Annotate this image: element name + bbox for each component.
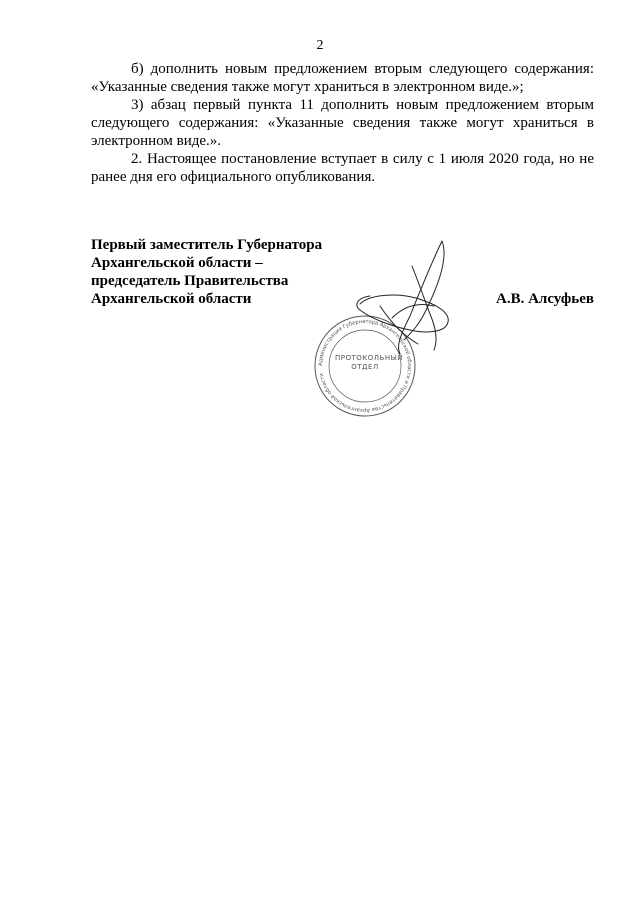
- signer-title-line: председатель Правительства: [91, 273, 289, 289]
- signer-title-line: Архангельской области –: [91, 255, 263, 271]
- page-number: 2: [316, 38, 324, 53]
- signature-and-stamp: [300, 236, 480, 446]
- body-text: [91, 60, 594, 186]
- signer-title-line: Архангельской области: [91, 291, 252, 307]
- paragraph-b: б) дополнить новым предложением вторым следующего содержания: «Указанные сведения также могут храниться в электронном виде.»;: [91, 61, 594, 95]
- paragraph-2: 2. Настоящее постановление вступает в силу с 1 июля 2020 года, но не ранее дня его официального опубликования.: [91, 151, 594, 185]
- paragraph-3: 3) абзац первый пункта 11 дополнить новым предложением вторым следующего содержания: «Указанные сведения также могут храниться в электронном виде.».: [91, 97, 594, 149]
- stamp-ring-text: Администрация Губернатора Архангельской области и Правительства Архангельской области: [317, 318, 413, 414]
- signer-name: А.В. Алсуфьев: [496, 291, 594, 307]
- handwritten-signature: [357, 241, 448, 354]
- signer-title-line: Первый заместитель Губернатора: [91, 237, 323, 253]
- stamp-center-text: ПРОТОКОЛЬНЫЙ ОТДЕЛ: [335, 354, 404, 371]
